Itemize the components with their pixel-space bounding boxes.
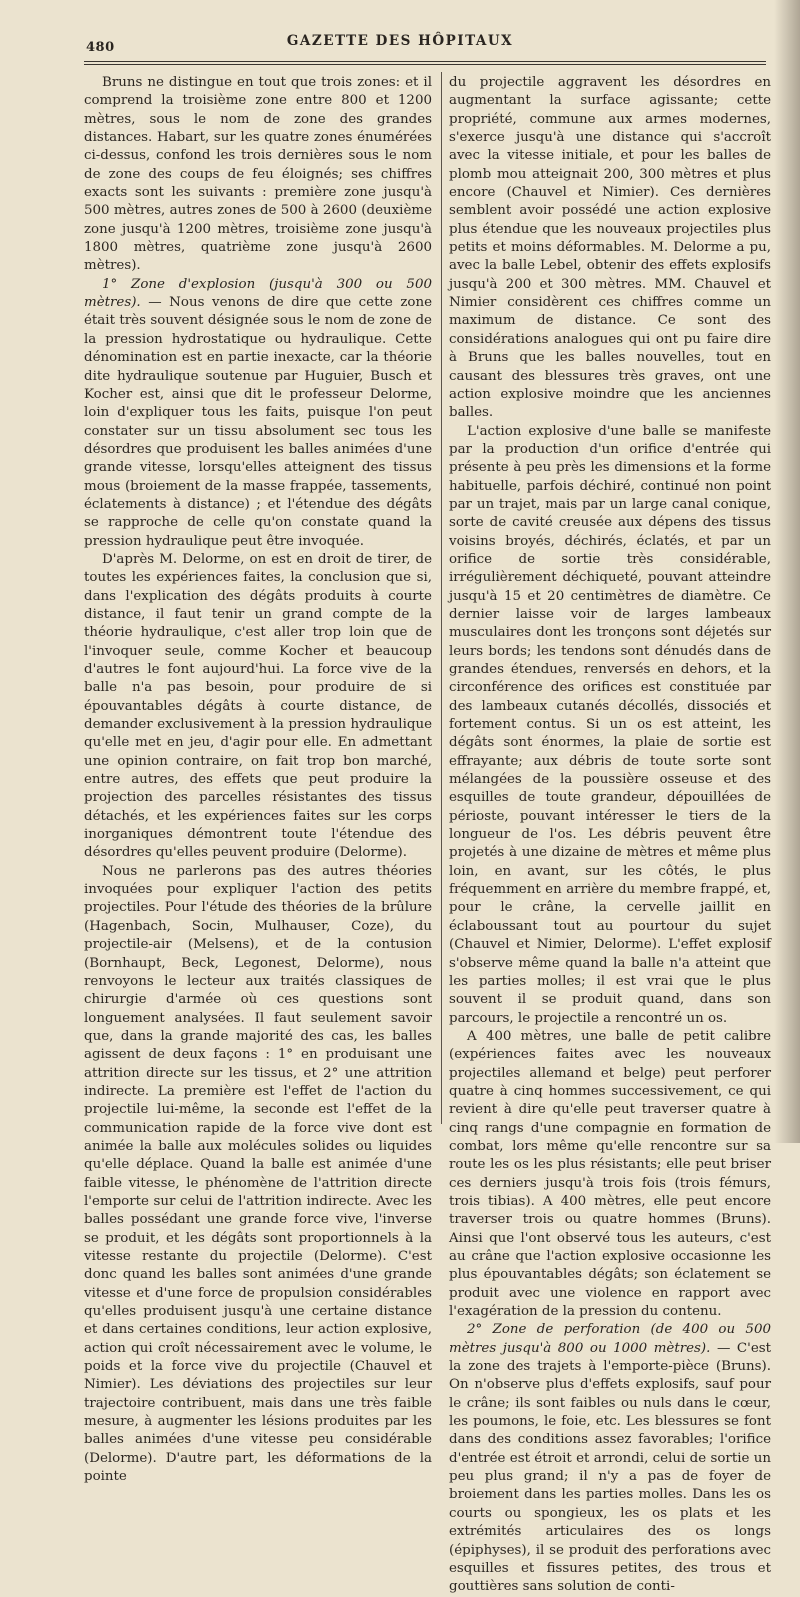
page-edge-shadow [774,0,800,1143]
left-paragraph-3: D'après M. Delorme, on est en droit de tirer, de toutes les expériences faites, la conclusion que si, dans l'explication des dégâts produits à courte distance, il faut tenir un grand compte de la théorie hydraulique, c'est aller trop loin que de l'invoquer seule, comme Kocher et beaucoup d'autres le font aujourd'hui. La force vive de la balle n'a pas besoin, pour produire de si épouvantables dégâts à courte distance, de demander exclusivement à la pression hydraulique qu'elle met en jeu, d'agir pour elle. En admettant une opinion contraire, on fait trop bon marché, entre autres, des effets que peut produire la projection des parcelles résistantes des tissus détachés, et les expériences faites sur les corps inorganiques démontrent toute l'étendue des désordres qu'elles peuvent produire (Delorme). [84,551,432,861]
left-paragraph-2-text: — Nous venons de dire que cette zone était très souvent désignée sous le nom de zone de la pression hydrostatique ou hydraulique. Cette dénomination est en partie inexacte, car la théorie dite hydraulique soutenue par Huguier, Busch et Kocher est, ainsi que dit le professeur Delorme, loin d'expliquer tous les faits, puisque l'on peut constater sur un tissu absolument sec tous les désordres que produisent les balles animées d'une grande vitesse, lorsqu'elles atteignent des tissus mous (broiement de la masse frappée, tassements, éclatements à distance) ; et l'étendue des dégâts se rapproche de celle qu'on constate quand la pression hydraulique peut être invoquée. [84,295,432,549]
right-paragraph-3: A 400 mètres, une balle de petit calibre (expériences faites avec les nouveaux projectiles allemand et belge) peut perforer quatre à cinq hommes successivement, ce qui revient à dire qu'elle peut traverser quatre à cinq rangs d'une compagnie en formation de combat, lors même qu'elle rencontre sur sa route les os les plus résistants; elle peut briser ces derniers jusqu'à trois fois (trois fémurs, trois tibias). A 400 mètres, elle peut encore traverser trois ou quatre hommes (Bruns). Ainsi que l'ont observé tous les auteurs, c'est au crâne que l'action explosive occasionne les plus épouvantables dégâts; son éclatement se produit avec une violence en rapport avec l'exagération de la pression du contenu. [449,1028,771,1320]
right-paragraph-2: L'action explosive d'une balle se manifeste par la production d'un orifice d'entrée qui présente à peu près les dimensions et la forme habituelle, parfois déchiré, continué non point par un trajet, mais par un large canal conique, sorte de cavité creusée aux dépens des tissus voisins broyés, déchirés, éclatés, et par un orifice de sortie très considérable, irrégulièrement déchiqueté, pouvant atteindre jusqu'à 15 et 20 centimètres de diamètre. Ce dernier laisse voir de larges lambeaux musculaires dont les tronçons sont déjetés sur leurs bords; les tendons sont dénudés dans de grandes étendues, renversés en dehors, et la circonférence des orifices est constituée par des lambeaux cutanés décollés, dissociés et fortement contus. Si un os est atteint, les dégâts sont énormes, la plaie de sortie est effrayante; aux débris de toute sorte sont mélangées de la poussière osseuse et des esquilles de toute grandeur, dépouillées de périoste, pouvant intéresser le tiers de la longueur de l'os. Les débris peuvent être projetés à une dizaine de mètres et même plus loin, en avant, sur les côtés, le plus fréquemment en arrière du membre frappé, et, pour le crâne, la cervelle jaillit en éclaboussant tout au pourtour du sujet (Chauvel et Nimier, Delorme). L'effet explosif s'observe même quand la balle n'a atteint que les parties molles; il est vrai que le plus souvent il se produit quand, dans son parcours, le projectile a rencontré un os. [449,423,771,1026]
left-column [84,74,432,1485]
right-paragraph-4-text: — C'est la zone des trajets à l'emporte-pièce (Bruns). On n'observe plus d'effets explosifs, sauf pour le crâne; ils sont faibles ou nuls dans le cœur, les poumons, le foie, etc. Les blessures se font dans des conditions assez favorables; l'orifice d'entrée est étroit et arrondi, celui de sortie un peu plus grand; il n'y a pas de foyer de broiement dans les parties molles. Dans les os courts ou spongieux, les os plats et les extrémités articulaires des os longs (épiphyses), il se produit des perforations avec esquilles et fissures petites, des trous et gouttières sans solution de conti- [449,1340,771,1595]
left-paragraph-4: Nous ne parlerons pas des autres théories invoquées pour expliquer l'action des petits projectiles. Pour l'étude des théories de la brûlure (Hagenbach, Socin, Mulhauser, Coze), du projectile-air (Melsens), et de la contusion (Bornhaupt, Beck, Legonest, Delorme), nous renvoyons le lecteur aux traités classiques de chirurgie d'armée où ces questions sont longuement analysées. Il faut seulement savoir que, dans la grande majorité des cas, les balles agissent de deux façons : 1° en produisant une attrition directe sur les tissus, et 2° une attrition indirecte. La première est l'effet de l'action du projectile lui-même, la seconde est l'effet de la communication rapide de la force vive dont est animée la balle aux molécules solides ou liquides qu'elle déplace. Quand la balle est animée d'une faible vitesse, le phénomène de l'attrition directe l'emporte sur celui de l'attrition indirecte. Avec les balles possédant une grande force vive, l'inverse se produit, et les dégâts sont proportionnels à la vitesse restante du projectile (Delorme). C'est donc quand les balles sont animées d'une grande vitesse et d'une force de propulsion considérables qu'elles produisent jusqu'à une certaine distance et dans certaines conditions, leur action explosive, action qui croît nécessairement avec le volume, le poids et la force vive du projectile (Chauvel et Nimier). Les déviations des projectiles sur leur trajectoire contribuent, mais dans une très faible mesure, à augmenter les lésions produites par les balles animées d'une vitesse peu considérable (Delorme). D'autre part, les déformations de la pointe [84,863,432,1485]
left-paragraph-2 [84,276,432,551]
running-title: GAZETTE DES HÔPITAUX [286,33,514,49]
column-divider [441,72,442,1124]
left-paragraph-1: Bruns ne distingue en tout que trois zones: et il comprend la troisième zone entre 800 et 1200 mètres, sous le nom de zone des grandes distances. Habart, sur les quatre zones énumérées ci-dessus, confond les trois dernières sous le nom de zone des coups de feu éloignés; ses chiffres exacts sont les suivants : première zone jusqu'à 500 mètres, autres zones de 500 à 2600 (deuxième zone jusqu'à 1200 mètres, troisième zone jusqu'à 1800 mètres, quatrième zone jusqu'à 2600 mètres). [84,75,432,274]
header-rule [84,61,766,65]
right-column [449,74,771,1595]
right-paragraph-4 [449,1321,771,1596]
right-paragraph-1: du projectile aggravent les désordres en augmentant la surface agissante; cette propriété, commune aux armes modernes, s'exerce jusqu'à une distance qui s'accroît avec la vitesse initiale, et pour les balles de plomb mou atteignait 200, 300 mètres et plus encore (Chauvel et Nimier). Ces dernières semblent avoir possédé une action explosive plus étendue que les nouveaux projectiles plus petits et moins déformables. M. Delorme a pu, avec la balle Lebel, obtenir des effets explosifs jusqu'à 200 et 300 mètres. MM. Chauvel et Nimier considèrent ces chiffres comme un maximum de distance. Ce sont des considérations analogues qui ont pu faire dire à Bruns que les balles nouvelles, tout en causant des blessures très graves, ont une action explosive moindre que les anciennes balles. [449,75,771,421]
zone-perforation-heading: 2° Zone de perforation (de 400 ou 500 mètres jusqu'à 800 ou 1000 mètres). [449,1322,771,1356]
zone-explosion-heading: 1° Zone d'explosion (jusqu'à 300 ou 500 mètres). [84,276,432,311]
page-number: 480 [86,40,115,55]
